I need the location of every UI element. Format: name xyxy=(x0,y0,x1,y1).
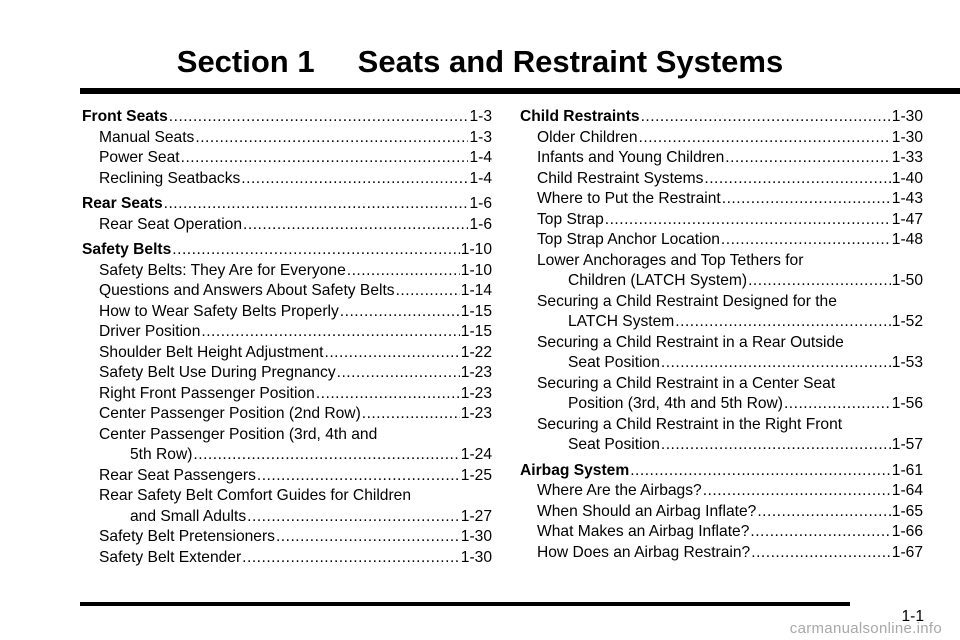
dot-leader xyxy=(703,481,891,502)
dot-leader xyxy=(169,107,469,128)
toc-entry-page: 1-65 xyxy=(891,502,923,520)
dot-leader xyxy=(316,384,460,405)
toc-entry-title: Where Are the Airbags? xyxy=(537,482,702,499)
toc-entry-center-passenger-345-line1[interactable]: Center Passenger Position (3rd, 4th and xyxy=(99,425,378,443)
dot-leader xyxy=(641,107,891,128)
toc-entry-page: 1-15 xyxy=(460,302,492,320)
toc-entry-title: Where to Put the Restraint xyxy=(537,190,721,207)
toc-entry-title: Shoulder Belt Height Adjustment xyxy=(99,343,324,361)
toc-entry-page: 1-4 xyxy=(469,169,492,187)
toc-entry-page: 1-25 xyxy=(460,466,492,484)
dot-leader xyxy=(257,466,460,487)
dot-leader xyxy=(243,215,468,236)
footer-rule xyxy=(80,602,850,606)
toc-entry-page: 1-15 xyxy=(460,323,492,340)
toc-entry-page: 1-30 xyxy=(891,108,923,125)
toc-entry-older-children[interactable] xyxy=(520,128,923,149)
watermark: carmanualsonline.info xyxy=(789,620,942,637)
toc-entry-title: Position (3rd, 4th and 5th Row) xyxy=(568,395,783,412)
toc-entry-page: 1-23 xyxy=(460,405,492,422)
toc-entry-page: 1-47 xyxy=(891,210,923,228)
toc-entry-center-passenger-2nd-row[interactable] xyxy=(82,404,492,425)
toc-entry-title: LATCH System xyxy=(568,313,675,330)
toc-entry-right-front-line1[interactable]: Securing a Child Restraint in the Right Front xyxy=(537,415,843,433)
toc-entry-title: Safety Belt Use During Pregnancy xyxy=(99,364,336,381)
toc-entry-page: 1-10 xyxy=(460,241,492,258)
toc-entry-page: 1-30 xyxy=(891,128,923,146)
toc-entry-title: 5th Row) xyxy=(130,446,193,463)
toc-entry-title: Infants and Young Children xyxy=(537,149,725,166)
toc-entry-page: 1-52 xyxy=(891,313,923,330)
toc-entry-rear-outside-line1[interactable]: Securing a Child Restraint in a Rear Outside xyxy=(537,333,844,351)
toc-entry-title: and Small Adults xyxy=(130,507,247,525)
dot-leader xyxy=(630,461,891,482)
toc-entry-page: 1-24 xyxy=(460,446,492,463)
title-rule xyxy=(80,88,960,94)
toc-entry-rear-outside[interactable] xyxy=(520,353,923,374)
toc-entry-title: Children (LATCH System) xyxy=(568,272,748,289)
dot-leader xyxy=(748,271,891,292)
dot-leader xyxy=(784,394,891,415)
toc-entry-title: Center Passenger Position (2nd Row) xyxy=(99,405,361,422)
toc-entry-page: 1-43 xyxy=(891,190,923,207)
dot-leader xyxy=(337,363,460,384)
toc-entry-page: 1-66 xyxy=(891,523,923,540)
toc-entry-title: Power Seat xyxy=(99,149,180,166)
toc-entry-rear-seats[interactable] xyxy=(82,194,492,215)
toc-entry-center-seat[interactable] xyxy=(520,394,923,415)
dot-leader xyxy=(750,522,890,543)
toc-entry-page: 1-50 xyxy=(891,272,923,289)
dot-leader xyxy=(722,189,891,210)
toc-entry-title: Front Seats xyxy=(82,108,168,125)
toc-entry-comfort-guides[interactable] xyxy=(82,507,492,528)
toc-entry-where-to-put[interactable] xyxy=(520,189,923,210)
toc-entry-what-makes-inflate[interactable] xyxy=(520,522,923,543)
toc-entry-reclining-seatbacks[interactable] xyxy=(82,169,492,190)
toc-entry-page: 1-22 xyxy=(460,343,492,361)
toc-entry-when-airbag-inflate[interactable] xyxy=(520,502,923,523)
toc-entry-title: When Should an Airbag Inflate? xyxy=(537,502,757,520)
dot-leader xyxy=(195,128,468,149)
toc-entry-safety-belts[interactable] xyxy=(82,240,492,261)
toc-entry-title: Right Front Passenger Position xyxy=(99,384,315,402)
toc-right-column xyxy=(520,107,923,563)
toc-entry-driver-position[interactable] xyxy=(82,322,492,343)
toc-entry-title: How Does an Airbag Restrain? xyxy=(537,543,751,561)
toc-entry-belt-use-pregnancy[interactable] xyxy=(82,363,492,384)
toc-entry-title: Seat Position xyxy=(568,436,660,453)
toc-entry-how-airbag-restrain[interactable] xyxy=(520,543,923,564)
toc-entry-page: 1-56 xyxy=(891,395,923,412)
toc-entry-page: 1-33 xyxy=(891,149,923,166)
toc-entry-securing-latch[interactable] xyxy=(520,312,923,333)
dot-leader xyxy=(276,527,460,548)
dot-leader xyxy=(396,281,460,302)
toc-entry-title: Airbag System xyxy=(520,461,630,479)
toc-entry-child-restraint-systems[interactable] xyxy=(520,169,923,190)
dot-leader xyxy=(661,353,891,374)
dot-leader xyxy=(181,148,469,169)
toc-entry-title: Driver Position xyxy=(99,323,201,340)
toc-entry-infants-young-children[interactable] xyxy=(520,148,923,169)
toc-entry-shoulder-belt-height[interactable] xyxy=(82,343,492,364)
toc-entry-they-are-for-everyone[interactable] xyxy=(82,261,492,282)
dot-leader xyxy=(362,404,460,425)
toc-entry-top-strap-anchor[interactable] xyxy=(520,230,923,251)
dot-leader xyxy=(721,230,891,251)
toc-entry-title: Rear Seat Passengers xyxy=(99,466,256,484)
dot-leader xyxy=(247,507,460,528)
toc-entry-center-passenger-345[interactable] xyxy=(82,445,492,466)
toc-entry-page: 1-3 xyxy=(469,108,492,125)
toc-entry-rear-seat-passengers[interactable] xyxy=(82,466,492,487)
toc-entry-latch-system-line1[interactable]: Lower Anchorages and Top Tethers for xyxy=(537,251,804,269)
toc-entry-title: Rear Seat Operation xyxy=(99,215,243,233)
dot-leader xyxy=(704,169,890,190)
toc-entry-page: 1-30 xyxy=(460,548,492,566)
toc-entry-page: 1-23 xyxy=(460,384,492,402)
toc-entry-title: Manual Seats xyxy=(99,128,195,146)
dot-leader xyxy=(172,240,460,261)
toc-entry-comfort-guides-line1[interactable]: Rear Safety Belt Comfort Guides for Children xyxy=(99,487,412,504)
toc-entry-title: Top Strap Anchor Location xyxy=(537,231,720,248)
toc-entry-title: Child Restraints xyxy=(520,108,640,125)
toc-entry-page: 1-10 xyxy=(460,261,492,279)
toc-entry-how-to-wear[interactable] xyxy=(82,302,492,323)
section-title: Section 1 Seats and Restraint Systems xyxy=(176,44,784,79)
toc-left-column xyxy=(82,107,492,568)
toc-entry-page: 1-6 xyxy=(469,195,492,212)
toc-entry-top-strap[interactable] xyxy=(520,210,923,231)
toc-entry-page: 1-30 xyxy=(460,528,492,545)
toc-entry-latch-system[interactable] xyxy=(520,271,923,292)
toc-entry-page: 1-23 xyxy=(460,364,492,381)
toc-entry-page: 1-27 xyxy=(460,507,492,525)
toc-entry-page: 1-6 xyxy=(469,215,492,233)
toc-entry-center-seat-line1[interactable]: Securing a Child Restraint in a Center Seat xyxy=(537,374,836,392)
toc-entry-title: Questions and Answers About Safety Belts xyxy=(99,282,395,299)
toc-entry-page: 1-61 xyxy=(891,461,923,479)
toc-entry-title: Safety Belts xyxy=(82,241,172,258)
toc-entry-page: 1-64 xyxy=(891,482,923,499)
dot-leader xyxy=(164,194,469,215)
dot-leader xyxy=(751,543,891,564)
toc-entry-rear-seat-operation[interactable] xyxy=(82,215,492,236)
toc-entry-where-are-airbags[interactable] xyxy=(520,481,923,502)
toc-entry-right-front[interactable] xyxy=(520,435,923,456)
toc-entry-title: Seat Position xyxy=(568,354,660,371)
page-number: 1-1 xyxy=(901,608,924,625)
toc-entry-power-seat[interactable] xyxy=(82,148,492,169)
toc-entry-page: 1-14 xyxy=(460,282,492,299)
dot-leader xyxy=(201,322,459,343)
toc-entry-title: What Makes an Airbag Inflate? xyxy=(537,523,750,540)
toc-entry-front-seats[interactable] xyxy=(82,107,492,128)
dot-leader xyxy=(639,128,891,149)
toc-entry-page: 1-67 xyxy=(891,543,923,561)
dot-leader xyxy=(325,343,460,364)
toc-entry-airbag-system[interactable] xyxy=(520,461,923,482)
toc-entry-page: 1-53 xyxy=(891,354,923,371)
toc-entry-belt-extender[interactable] xyxy=(82,548,492,569)
dot-leader xyxy=(661,435,891,456)
toc-entry-securing-latch-line1[interactable]: Securing a Child Restraint Designed for the xyxy=(537,292,837,310)
toc-entry-page: 1-48 xyxy=(891,231,923,248)
toc-entry-title: Safety Belt Pretensioners xyxy=(99,528,275,545)
dot-leader xyxy=(193,445,459,466)
toc-entry-manual-seats[interactable] xyxy=(82,128,492,149)
toc-entry-belt-pretensioners[interactable] xyxy=(82,527,492,548)
dot-leader xyxy=(605,210,891,231)
dot-leader xyxy=(347,261,460,282)
toc-entry-title: Safety Belt Extender xyxy=(99,548,242,566)
toc-entry-questions-and-answers[interactable] xyxy=(82,281,492,302)
toc-entry-child-restraints[interactable] xyxy=(520,107,923,128)
toc-entry-page: 1-57 xyxy=(891,436,923,453)
dot-leader xyxy=(242,548,460,569)
dot-leader xyxy=(725,148,891,169)
toc-entry-title: Safety Belts: They Are for Everyone xyxy=(99,261,346,279)
toc-entry-title: How to Wear Safety Belts Properly xyxy=(99,302,339,320)
toc-entry-title: Child Restraint Systems xyxy=(537,169,704,187)
toc-entry-page: 1-40 xyxy=(891,169,923,187)
toc-entry-page: 1-4 xyxy=(469,149,492,166)
dot-leader xyxy=(340,302,460,323)
toc-entry-title: Top Strap xyxy=(537,210,604,228)
dot-leader xyxy=(675,312,890,333)
toc-entry-page: 1-3 xyxy=(469,128,492,146)
toc-entry-title: Older Children xyxy=(537,128,638,146)
toc-entry-right-front-passenger[interactable] xyxy=(82,384,492,405)
dot-leader xyxy=(757,502,890,523)
toc-entry-title: Rear Seats xyxy=(82,195,163,212)
dot-leader xyxy=(241,169,468,190)
toc-entry-title: Reclining Seatbacks xyxy=(99,169,241,187)
